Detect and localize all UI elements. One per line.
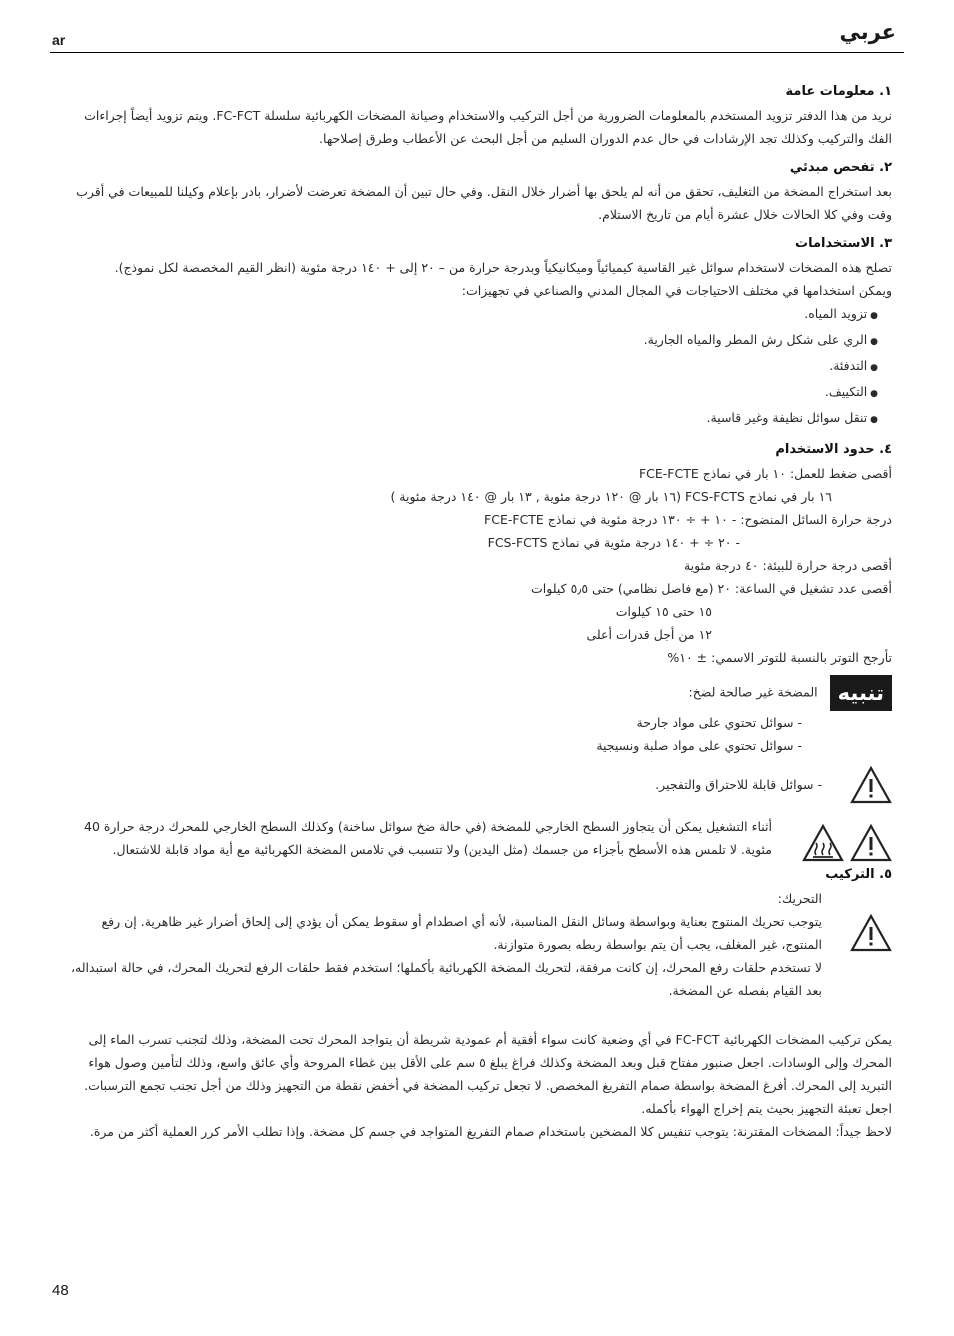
handling-text-block [68, 887, 892, 1002]
warning-triangle-icon [850, 765, 892, 805]
section-title: ٢. تفحص مبدئي [789, 160, 892, 175]
section-title: ٣. الاستخدامات [795, 236, 892, 251]
section-initial-check [68, 156, 892, 226]
limit-line: أقصى درجة حرارة للبيئة: ٤٠ درجة مئوية [683, 558, 892, 573]
limit-line: تأرجح التوتر بالنسبة للتوتر الاسمي: ± ١٠% [667, 650, 892, 665]
paragraph: يمكن تركيب المضخات الكهربائية FC-FCT في أي وضعية كانت سواء أفقية أم عمودية شريطة أن يتواجد المحرك تحت المضخة، وذلك لتجنب تسرب الماء إلى المحرك وإلى الوسادات. اجعل صنبور مفتاح قبل وبعد المضخة وكذلك فراغ يبلغ ٥ سم على الأقل بين غطاء المروحة وأي عائق واسع، وذلك لتأمين وصول هواء التبريد إلى المحرك. أفرغ المضخة بواسطة صمام التفريغ المخصص. لا تجعل تركيب المضخة في أخفض نقطة من التجهيز وذلك من أجل تجنب تجمع الترسبات. اجعل تعبئة التجهيز بحيث يتم إخراج الهواء بأكمله. [84, 1032, 892, 1116]
hot-surface-icon [802, 823, 844, 863]
paragraph: تصلح هذه المضخات لاستخدام سوائل غير القاسية كيميائياً وميكانيكياً وبدرجة حرارة من – ٢٠ إلى + ١٤٠ درجة مئوية (انظر القيم المخصصة لكل نموذج). [114, 260, 892, 275]
spacer [68, 1002, 892, 1028]
paragraph: لا تستخدم حلقات رفع المحرك، إن كانت مرفقة، لتحريك المضخة الكهربائية بأكملها؛ استخدم فقط حلقات الرفع لتحريك المحرك، في حالة استبداله، بعد القيام بفصله عن المضخة. [70, 960, 822, 998]
warning-intro: المضخة غير صالحة لضخ: [688, 684, 818, 700]
subheading: التحريك: [777, 891, 822, 906]
limit-line: - ٢٠ ÷ + ١٤٠ درجة مئوية في نماذج FCS-FCTS [487, 535, 740, 550]
limit-line: ١٦ بار في نماذج FCS-FCTS (١٦ بار @ ١٢٠ درجة مئوية , ١٣ بار @ ١٤٠ درجة مئوية ) [390, 489, 832, 504]
section-title: ٤. حدود الاستخدام [775, 442, 892, 457]
paragraph: ويمكن استخدامها في مختلف الاحتياجات في المجال المدني والصناعي في تجهيزات: [461, 283, 892, 298]
warning-item: - سوائل تحتوي على مواد صلبة ونسيجية [596, 738, 802, 753]
flammable-text: - سوائل قابلة للاحتراق والتفجير. [655, 777, 822, 792]
limit-line: أقصى عدد تشغيل في الساعة: ٢٠ (مع فاصل نظامي) حتى ٥٫٥ كيلوات [531, 581, 892, 596]
warning-head [68, 675, 892, 711]
limit-line: درجة حرارة السائل المنضوح: - ١٠ + ÷ ١٣٠ درجة مئوية في نماذج FCE-FCTE [484, 512, 892, 527]
list-item: ● التدفئة. [68, 354, 878, 380]
section-title: ٥. التركيب [825, 867, 892, 882]
warning-triangle-icon [850, 823, 892, 863]
page-number: 48 [52, 1282, 69, 1299]
hot-surface-note [68, 815, 892, 861]
uses-list [68, 302, 892, 432]
limit-line: أقصى ضغط للعمل: ١٠ بار في نماذج FCE-FCTE [638, 466, 892, 481]
list-item: ● الري على شكل رش المطر والمياه الجارية. [68, 328, 878, 354]
section-title: ١. معلومات عامة [785, 84, 892, 99]
list-item: ● التكييف. [68, 380, 878, 406]
handling-note [68, 887, 892, 1002]
header-rule [50, 52, 904, 53]
paragraph: لاحظ جيداً: المضخات المقترنة: يتوجب تنفيس كلا المضخين باستخدام صمام التفريغ المتواجد في جسم كل مضخة. وإذا تطلب الأمر كرر العملية أكثر من مرة. [89, 1124, 892, 1139]
paragraph: بعد استخراج المضخة من التغليف، تحقق من أنه لم يلحق بها أضرار خلال النقل. وفي حال تبين أن المضخة تعرضت لأضرار، بادر بإعلام وكيلنا للمبيعات في أقرب وقت وفي كلا الحالات خلال عشرة أيام من تاريخ الاستلام. [76, 184, 892, 222]
document-body [68, 80, 892, 1149]
list-item: ● تزويد المياه. [68, 302, 878, 328]
warning-badge: تنبيه [830, 675, 892, 711]
paragraph: يتوجب تحريك المنتوج بعناية وبواسطة وسائل النقل المناسبة، لأنه أي اصطدام أو سقوط يمكن أن يؤدي إلى إلحاق أضرار غير ظاهرية. إن رفع المنتوج، غير المغلف، يجب أن يتم بواسطة ربطه بصورة متوازنة. [101, 914, 822, 952]
warning-item: - سوائل تحتوي على مواد جارحة [636, 715, 802, 730]
limit-line: ١٥ حتى ١٥ كيلوات [615, 604, 712, 619]
section-limits [68, 438, 892, 669]
section-uses [68, 232, 892, 432]
limit-line: ١٢ من أجل قدرات أعلى [586, 627, 712, 642]
paragraph: نريد من هذا الدفتر تزويد المستخدم بالمعلومات الضرورية من أجل التركيب والاستخدام وصيانة المضخات الكهربائية سلسلة FC-FCT. ويتم تزويد أيضاً إجراءات الفك والتركيب وكذلك تجد الإرشادات في حال عدم الدوران السليم من أجل البحث عن الأعطاب وطرق إصلاحها. [84, 108, 892, 146]
warning-block [68, 675, 892, 861]
warning-triangle-icon [850, 913, 892, 953]
section-general-info [68, 80, 892, 150]
language-code: ar [52, 32, 66, 48]
flammable-note [68, 765, 892, 809]
section-installation [68, 863, 892, 1143]
list-item: ● تنقل سوائل نظيفة وغير قاسية. [68, 406, 878, 432]
hot-surface-text: أثناء التشغيل يمكن أن يتجاوز السطح الخارجي للمضخة (في حالة ضخ سوائل ساخنة) وكذلك السطح الخارجي للمحرك درجة حرارة 40 مئوية. لا تلمس هذه الأسطح بأجزاء من جسمك (مثل اليدين) ولا تتسبب في تلامس المضخة الكهربائية مع أية مواد قابلة للاشتعال. [84, 819, 772, 857]
language-name: عربي [839, 20, 896, 44]
